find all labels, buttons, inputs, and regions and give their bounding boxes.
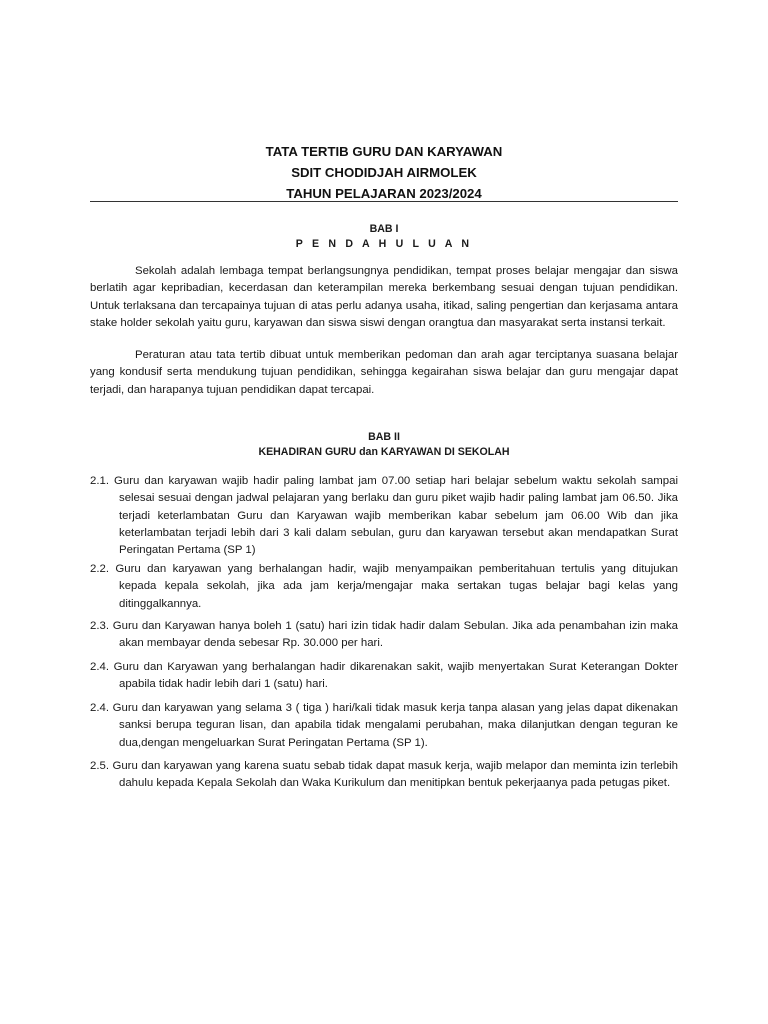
rule-item: 2.3. Guru dan Karyawan hanya boleh 1 (satu) hari izin tidak hadir dalam Sebulan. Jika ada penambahan izin maka akan membayar denda sebesar Rp. 30.000 per hari. — [90, 620, 678, 650]
bab2-heading — [90, 430, 678, 460]
title-line-2: SDIT CHODIDJAH AIRMOLEK — [291, 165, 477, 180]
bab2-title: KEHADIRAN GURU dan KARYAWAN DI SEKOLAH — [258, 446, 510, 458]
title-line-3: TAHUN PELAJARAN 2023/2024 — [286, 186, 482, 201]
rule-item: 2.5. Guru dan karyawan yang karena suatu sebab tidak dapat masuk kerja, wajib melapor dan meminta izin terlebih dahulu kepada Kepala Sekolah dan Waka Kurikulum dan menitipkan bentuk pekerjaanya pada petugas piket. — [90, 760, 678, 790]
bab2-number: BAB II — [368, 431, 400, 443]
document-title — [90, 141, 678, 204]
rule-item: 2.2. Guru dan karyawan yang berhalangan hadir, wajib menyampaikan pemberitahuan tertulis yang ditujukan kepada kepala sekolah, jika ada jam kerja/mengajar maka sertakan tugas belajar bagi kelas yang ditinggalkannya. — [90, 563, 678, 610]
rule-item: 2.4. Guru dan Karyawan yang berhalangan hadir dikarenakan sakit, wajib menyertakan Surat Keterangan Dokter apabila tidak hadir lebih dari 1 (satu) hari. — [90, 661, 678, 691]
bab1-number: BAB I — [369, 223, 399, 235]
bab1-paragraph: Peraturan atau tata tertib dibuat untuk memberikan pedoman dan arah agar terciptanya suasana belajar yang kondusif serta mendukung tujuan pendidikan, sehingga kegairahan siswa belajar dan guru mengajar dapat terjadi, dan harapanya tujuan pendidikan dapat tercapai. — [90, 349, 678, 396]
bab1-heading — [90, 222, 678, 252]
title-divider — [90, 201, 678, 202]
title-line-1: TATA TERTIB GURU DAN KARYAWAN — [265, 144, 503, 159]
bab1-title: P E N D A H U L U A N — [295, 238, 473, 250]
rule-item: 2.4. Guru dan karyawan yang selama 3 ( tiga ) hari/kali tidak masuk kerja tanpa alasan yang jelas dapat dikenakan sanksi berupa teguran lisan, dan apabila tidak mengalami perubahan, maka dilanjutkan dengan teguran ke dua,dengan mengeluarkan Surat Peringatan Pertama (SP 1). — [90, 702, 678, 749]
bab1-paragraph: Sekolah adalah lembaga tempat berlangsungnya pendidikan, tempat proses belajar mengajar dan siswa berlatih agar kepribadian, kecerdasan dan keterampilan mereka berkembang sesuai dengan tujuan pendidikan. Untuk terlaksana dan tercapainya tujuan di atas perlu adanya usaha, itikad, saling pengertian dan kerjasama antara stake holder sekolah yaitu guru, karyawan dan siswa siswi dengan orangtua dan masyarakat serta instansi terkait. — [90, 265, 678, 329]
rule-item: 2.1. Guru dan karyawan wajib hadir paling lambat jam 07.00 setiap hari belajar sebelum waktu sekolah sampai selesai sesuai dengan jadwal pelajaran yang berlaku dan guru piket wajib hadir paling lambat jam 06.50. Jika terjadi keterlambatan Guru dan Karyawan wajib memberikan kabar sebelum jam 06.00 Wib dan jika keterlambatan terjadi lebih dari 3 kali dalam sebulan, guru dan karyawan tersebut akan mendapatkan Surat Peringatan Pertama (SP 1) — [90, 475, 678, 557]
